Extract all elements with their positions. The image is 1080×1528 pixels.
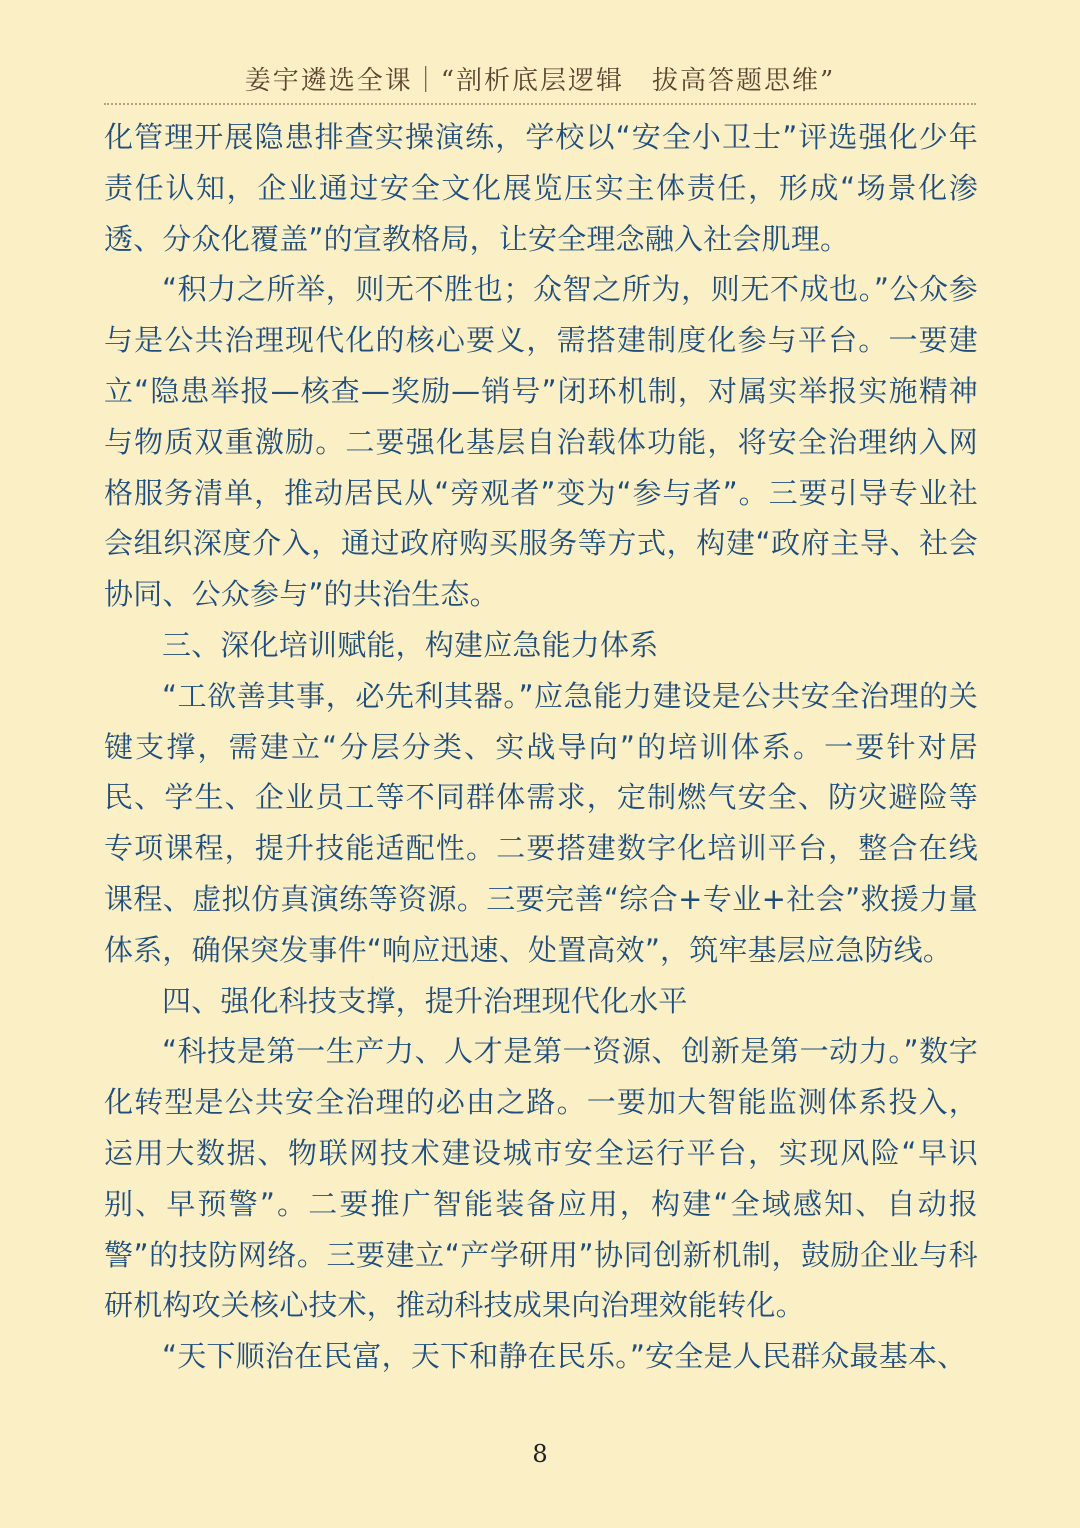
paragraph-conclusion-start: “天下顺治在民富，天下和静在民乐。”安全是人民群众最基本、: [162, 1339, 967, 1374]
running-header: 姜宇遴选全课｜“剖析底层逻辑 拔高答题思维”: [244, 66, 836, 96]
section-heading-technology: 四、强化科技支撑，提升治理现代化水平: [162, 983, 688, 1018]
paragraph-continued: 化管理开展隐患排查实操演练，学校以“安全小卫士”评选强化少年责任认知，企业通过安全文化展览压实主体责任，形成“场景化渗透、分众化覆盖”的宣教格局，让安全理念融入社会肌理。: [104, 120, 978, 256]
paragraph-digital-transformation: “科技是第一生产力、人才是第一资源、创新是第一动力。”数字化转型是公共安全治理的必由之路。一要加大智能监测体系投入，运用大数据、物联网技术建设城市安全运行平台，实现风险“早识别、早预警”。二要推广智能装备应用，构建“全域感知、自动报警”的技防网络。三要建立“产学研用”协同创新机制，鼓励企业与科研机构攻关核心技术，推动科技成果向治理效能转化。: [104, 1034, 978, 1323]
paragraph-emergency-capacity: “工欲善其事，必先利其器。”应急能力建设是公共安全治理的关键支撑，需建立“分层分类、实战导向”的培训体系。一要针对居民、学生、企业员工等不同群体需求，定制燃气安全、防灾避险等专项课程，提升技能适配性。二要搭建数字化培训平台，整合在线课程、虚拟仿真演练等资源。三要完善“综合+专业+社会”救援力量体系，确保突发事件“响应迅速、处置高效”，筑牢基层应急防线。: [104, 678, 978, 967]
paragraph-public-participation: “积力之所举，则无不胜也；众智之所为，则无不成也。”公众参与是公共治理现代化的核心要义，需搭建制度化参与平台。一要建立“隐患举报—核查—奖励—销号”闭环机制，对属实举报实施精神与物质双重激励。二要强化基层自治载体功能，将安全治理纳入网格服务清单，推动居民从“旁观者”变为“参与者”。三要引导专业社会组织深度介入，通过政府购买服务等方式，构建“政府主导、社会协同、公众参与”的共治生态。: [104, 272, 978, 612]
header-divider: [104, 103, 976, 105]
body-text: [104, 112, 978, 1382]
page-number: 8: [532, 1440, 548, 1468]
section-heading-training: 三、深化培训赋能，构建应急能力体系: [162, 627, 659, 662]
